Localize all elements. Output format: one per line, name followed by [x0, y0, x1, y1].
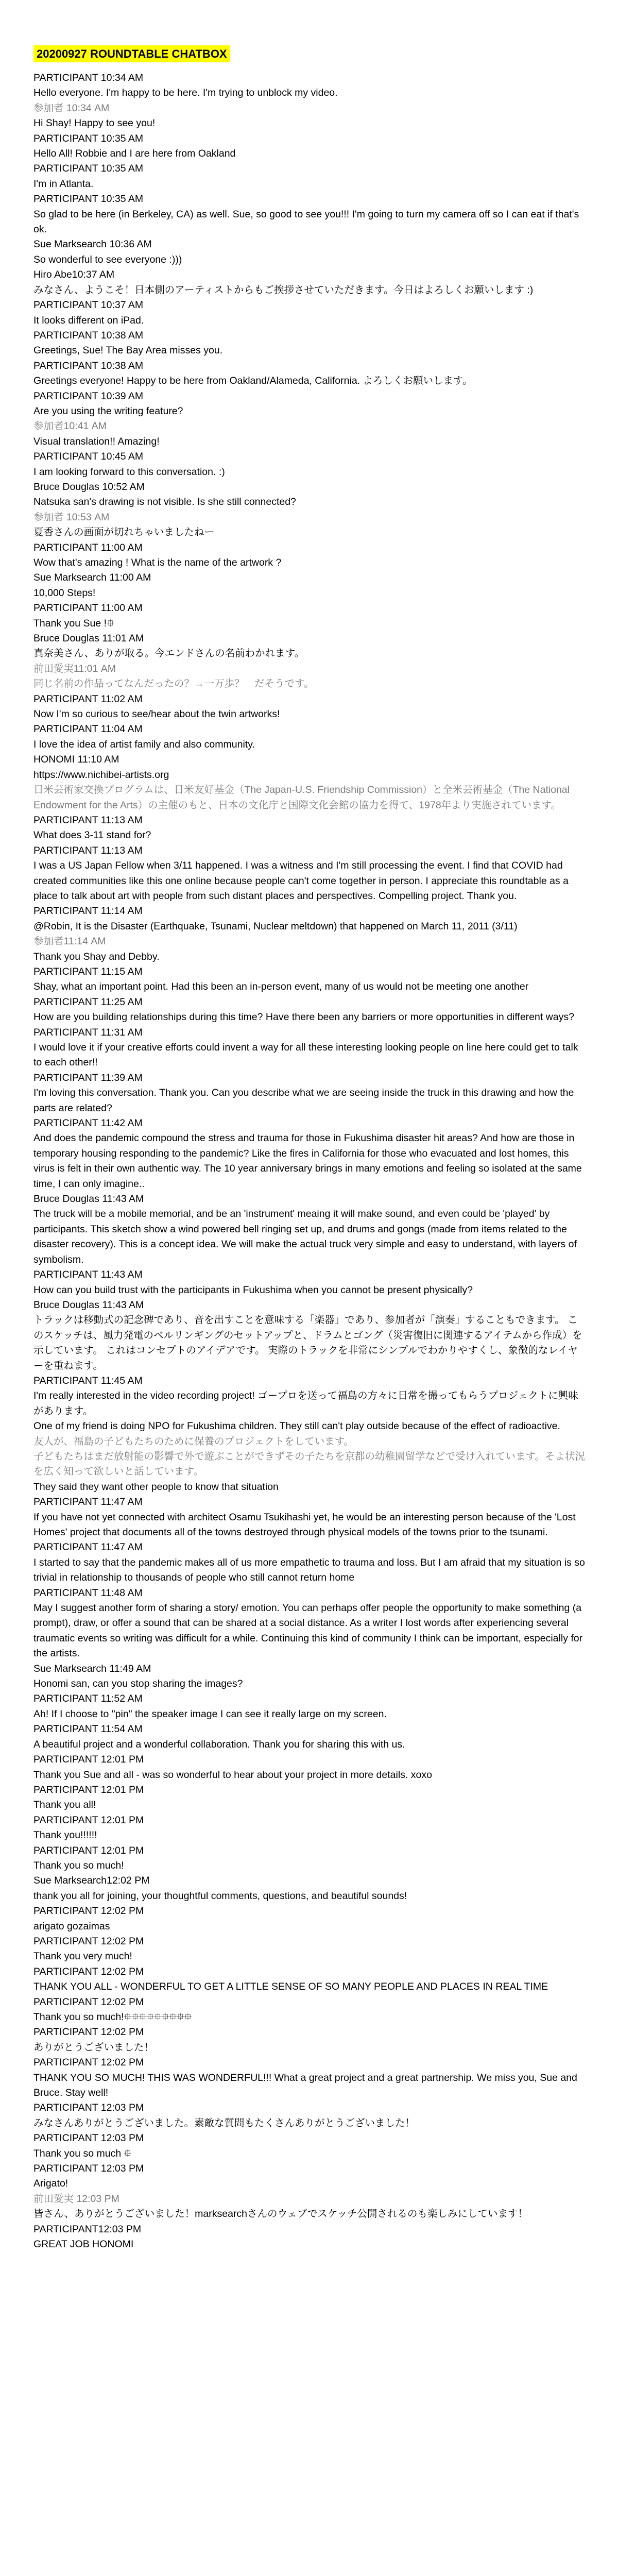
chat-message-header: Hiro Abe10:37 AM [33, 269, 115, 281]
chat-message-header: PARTICIPANT 12:02 PM [33, 1905, 144, 1917]
chat-message-header: PARTICIPANT12:03 PM [33, 2223, 142, 2235]
chat-message-text[interactable]: https://www.nichibei-artists.org [33, 769, 169, 781]
chat-message-header: PARTICIPANT 11:42 AM [33, 1117, 143, 1129]
chat-message-text: How are you building relationships during this time? Have there been any barriers or more opportunities in different ways? [33, 1011, 574, 1023]
chat-message-header: PARTICIPANT 11:02 AM [33, 693, 143, 705]
chat-message-text: Thank you very much! [33, 1951, 132, 1962]
chat-message-header: HONOMI 11:10 AM [33, 754, 119, 766]
chat-message-text: I was a US Japan Fellow when 3/11 happened. I was a witness and I'm still processing the event. I find that COVID had created communities like this one online because people can't come together in person. I appreciate this roundtable as a place to talk about art with people from such distant places and perspectives. Compelling project. Thank you. [33, 860, 569, 902]
chat-message-text: Thank you all! [33, 1799, 96, 1811]
chat-message-text: A beautiful project and a wonderful collaboration. Thank you for sharing this with us. [33, 1738, 405, 1750]
chat-message-text: And does the pandemic compound the stress and trauma for those in Fukushima disaster hit areas? And how are those in temporary housing responding to the pandemic? Like the fires in California for those who evacuated and lost homes, this virus is felt in their own authentic way. The 10 year anniversary brings in many emotions and feeling so isolated at the same time, I can only imagine.. [33, 1132, 582, 1190]
chat-message-text: So wonderful to see everyone :))) [33, 253, 182, 265]
chat-message-text: @Robin, It is the Disaster (Earthquake, Tsunami, Nuclear meltdown) that happened on March 11, 2011 (3/11) [33, 920, 518, 932]
chat-message-text: 子どもたちはまだ放射能の影響で外で遊ぶことができずその子たちを京都の幼稚園留学などで受け入れています。そよ状況を広く知って欲しいと話しています。 [33, 1450, 585, 1478]
chat-message-text: 10,000 Steps! [33, 587, 96, 599]
chat-message-header: PARTICIPANT 11:45 AM [33, 1375, 143, 1386]
chat-message-text: If you have not yet connected with architect Osamu Tsukihashi yet, he would be an interesting person because of the 'Lost Homes' project that documents all of the towns destroyed through physical models of the towns prior to the tsunami. [33, 1511, 576, 1538]
chat-message-header: PARTICIPANT 12:02 PM [33, 2026, 144, 2038]
chat-message-header: 参加者 10:53 AM [33, 511, 110, 523]
chat-message-text: Thank you so much!⯐⯐⯐⯐⯐⯐⯐⯐⯐ [33, 2011, 192, 2023]
chat-message-text: Hi Shay! Happy to see you! [33, 117, 156, 129]
chat-message-header: 参加者10:41 AM [33, 420, 107, 432]
chat-message-text: Thank you Shay and Debby. [33, 951, 160, 962]
chat-message-header: PARTICIPANT 11:15 AM [33, 965, 143, 977]
chat-message-text: Are you using the writing feature? [33, 405, 183, 417]
chat-message-text: みなさんありがとうございました。素敵な質問もたくさんありがとうございました！ [33, 2117, 416, 2129]
chat-message-text: Arigato! [33, 2178, 68, 2190]
chat-message-text: Hello All! Robbie and I are here from Oakland [33, 148, 236, 160]
chat-message-text: What does 3-11 stand for? [33, 829, 151, 841]
chat-message-header: Bruce Douglas 11:43 AM [33, 1299, 144, 1311]
chat-message-text: 皆さん、ありがとうございました！marksearchさんのウェブでスケッチ公開されるのも楽しみにしています！ [33, 2208, 528, 2220]
chat-message-header: Sue Marksearch 11:49 AM [33, 1663, 151, 1674]
chat-message-text: Shay, what an important point. Had this been an in-person event, many of us would not be meeting one another [33, 981, 529, 993]
chat-message-text: I am looking forward to this conversation. :) [33, 466, 225, 478]
chat-message-header: Bruce Douglas 11:01 AM [33, 633, 144, 645]
chat-message-header: PARTICIPANT 11:25 AM [33, 996, 143, 1008]
chat-message-header: PARTICIPANT 11:47 AM [33, 1496, 143, 1508]
chat-message-header: PARTICIPANT 10:35 AM [33, 193, 144, 205]
chat-message-text: Wow that's amazing ! What is the name of the artwork ? [33, 557, 282, 568]
chat-message-text: Visual translation!! Amazing! [33, 435, 160, 447]
chat-message-text: So glad to be here (in Berkeley, CA) as well. Sue, so good to see you!!! I'm going to turn my camera off so I can eat if that's ok. [33, 208, 579, 235]
chat-message-header: PARTICIPANT 12:03 PM [33, 2132, 144, 2144]
chat-message-text: thank you all for joining, your thoughtful comments, questions, and beautiful sounds! [33, 1890, 407, 1902]
chat-message-text: Thank you!!!!!! [33, 1829, 97, 1841]
chat-message-text: Thank you Sue !⯐ [33, 617, 114, 629]
chat-message-header: Sue Marksearch 11:00 AM [33, 572, 151, 584]
chat-message-text: 友人が、福島の子どもたちのために保養のプロジェクトをしています。 [33, 1435, 354, 1447]
chat-message-text: Thank you so much! [33, 1859, 124, 1871]
chat-message-text: arigato gozaimas [33, 1920, 110, 1932]
chat-message-text: I started to say that the pandemic makes all of us more empathetic to trauma and loss. But I am afraid that my situation is so trivial in relationship to thousands of people who still cannot return home [33, 1556, 585, 1584]
chat-message-text: The truck will be a mobile memorial, and be an 'instrument' meaing it will make sound, and even could be 'played' by participants. This sketch show a wind powered bell ringing set up, and drums and gongs (made from items related to the disaster recovery). This is a concept idea. We will make the actual truck very simple and easy to understand, with layers of symbolism. [33, 1208, 577, 1265]
chat-message-header: Bruce Douglas 11:43 AM [33, 1193, 144, 1205]
chat-message-header: PARTICIPANT 12:01 PM [33, 1844, 144, 1856]
chat-message-header: PARTICIPANT 11:31 AM [33, 1026, 143, 1038]
chat-message-text: Natsuka san's drawing is not visible. Is she still connected? [33, 496, 296, 508]
chat-message-header: 参加者 10:34 AM [33, 102, 110, 114]
chat-message-text: I love the idea of artist family and also community. [33, 738, 255, 750]
chat-message-header: PARTICIPANT 11:04 AM [33, 723, 143, 735]
chat-message-text: I'm loving this conversation. Thank you. Can you describe what we are seeing inside the truck in this drawing and how the parts are related? [33, 1087, 574, 1114]
chat-message-header: PARTICIPANT 12:02 PM [33, 1935, 144, 1947]
chat-message-text: Ah! If I choose to "pin" the speaker image I can see it really large on my screen. [33, 1708, 387, 1720]
chat-message-header: PARTICIPANT 10:37 AM [33, 299, 144, 311]
chat-message-header: Sue Marksearch12:02 PM [33, 1875, 150, 1887]
chat-message-header: 前田愛実11:01 AM [33, 663, 116, 674]
chat-message-text: I would love it if your creative efforts could invent a way for all these interesting looking people on line here could get to talk to each other!! [33, 1042, 578, 1069]
chat-message-text: Thank you so much ⯐ [33, 2147, 132, 2159]
chat-message-text: Greetings everyone! Happy to be here from Oakland/Alameda, California. よろしくお願いします。 [33, 375, 473, 387]
chat-message-text: It looks different on iPad. [33, 314, 144, 326]
chat-message-header: 前田愛実 12:03 PM [33, 2193, 119, 2205]
chat-message-text: One of my friend is doing NPO for Fukushima children. They still can't play outside because of the effect of radioactive. [33, 1420, 560, 1432]
chat-message-header: PARTICIPANT 11:39 AM [33, 1072, 143, 1083]
chat-message-text: ありがとうございました！ [33, 2041, 154, 2053]
chat-message-header: PARTICIPANT 11:43 AM [33, 1269, 143, 1281]
chat-message-text: I'm in Atlanta. [33, 178, 94, 190]
chat-message-header: PARTICIPANT 11:00 AM [33, 602, 143, 614]
chat-message-text: Honomi san, can you stop sharing the images? [33, 1678, 243, 1690]
chat-message-header: PARTICIPANT 12:01 PM [33, 1754, 144, 1766]
chat-message-text: How can you build trust with the participants in Fukushima when you cannot be present physically? [33, 1284, 473, 1296]
chat-message-header: PARTICIPANT 11:13 AM [33, 844, 143, 856]
chat-message-text: みなさん、ようこそ！日本側のアーティストからもご挨拶させていただきます。今日はよろしくお願いします :) [33, 284, 534, 296]
chat-message-header: PARTICIPANT 10:45 AM [33, 451, 144, 463]
chat-message-header: PARTICIPANT 12:01 PM [33, 1784, 144, 1795]
chat-message-text: Greetings, Sue! The Bay Area misses you. [33, 345, 223, 357]
chat-message-text: 真奈美さん、ありが取る。今エンドさんの名前わかれます。 [33, 648, 305, 659]
chat-message-header: PARTICIPANT 10:38 AM [33, 329, 144, 341]
chat-message-header: Bruce Douglas 10:52 AM [33, 481, 145, 493]
chat-message-text: They said they want other people to know that situation [33, 1481, 279, 1493]
chat-message-header: PARTICIPANT 10:34 AM [33, 72, 144, 83]
chat-message-header: PARTICIPANT 12:03 PM [33, 2102, 144, 2114]
chat-message-text: Now I'm so curious to see/hear about the twin artworks! [33, 708, 280, 720]
chat-message-text: 同じ名前の作品ってなんだったの？→一万歩？ だそうです。 [33, 678, 314, 690]
chat-message-text: THANK YOU ALL - WONDERFUL TO GET A LITTLE SENSE OF SO MANY PEOPLE AND PLACES IN REAL TIME [33, 1981, 548, 1993]
chat-message-header: PARTICIPANT 11:47 AM [33, 1541, 143, 1553]
chat-message-header: PARTICIPANT 10:35 AM [33, 163, 144, 175]
chat-message-text: Hello everyone. I'm happy to be here. I'm trying to unblock my video. [33, 87, 338, 99]
chat-message-header: PARTICIPANT 11:14 AM [33, 905, 143, 917]
chat-message-header: PARTICIPANT 10:39 AM [33, 390, 144, 402]
chat-message-text: Thank you Sue and all - was so wonderful to hear about your project in more details. xoxo [33, 1769, 432, 1781]
chat-message-header: PARTICIPANT 12:02 PM [33, 2057, 144, 2069]
chat-log [33, 71, 587, 2252]
chat-message-text: THANK YOU SO MUCH! THIS WAS WONDERFUL!!! What a great project and a great partnership. We miss you, Sue and Bruce. Stay well! [33, 2072, 577, 2099]
chat-message-header: PARTICIPANT 10:38 AM [33, 360, 144, 371]
chat-message-header: PARTICIPANT 12:03 PM [33, 2163, 144, 2175]
chat-message-header: PARTICIPANT 11:52 AM [33, 1693, 143, 1705]
chat-message-text: トラックは移動式の記念碑であり、音を出すことを意味する「楽器」であり、参加者が「演奏」することもできます。 このスケッチは、風力発電のベルリンギングのセットアップと、ドラムとゴング（災害復旧に関連するアイテムから作成）を示しています。 これはコンセプトのアイデアです。 実際のトラックを非常にシンプルでわかりやすくし、象徴的なレイヤーを重ねます。 [33, 1314, 582, 1371]
chat-message-header: PARTICIPANT 12:01 PM [33, 1814, 144, 1826]
chat-message-header: PARTICIPANT 10:35 AM [33, 132, 144, 144]
document-title: 20200927 ROUNDTABLE CHATBOX [33, 45, 230, 62]
chat-message-text: GREAT JOB HONOMI [33, 2239, 134, 2250]
chat-message-header: PARTICIPANT 12:02 PM [33, 1965, 144, 1977]
chat-message-header: PARTICIPANT 11:48 AM [33, 1587, 143, 1599]
chat-message-header: PARTICIPANT 11:00 AM [33, 541, 143, 553]
chat-message-header: Sue Marksearch 10:36 AM [33, 239, 152, 250]
chat-message-header: 参加者11:14 AM [33, 936, 106, 947]
chat-message-header: PARTICIPANT 12:02 PM [33, 1996, 144, 2008]
chat-message-text: May I suggest another form of sharing a story/ emotion. You can perhaps offer people the opportunity to make something (a prompt), draw, or offer a sound that can be shared at a social distance. As a writer I lost words after experiencing several traumatic events so writing was difficult for a while. Continuing this kind of community I think can be important, especially for the artists. [33, 1602, 583, 1659]
chat-message-header: PARTICIPANT 11:13 AM [33, 814, 143, 826]
chat-message-text: I'm really interested in the video recording project! ゴープロを送って福島の方々に日常を撮ってもらうプロジェクトに興味があります。 [33, 1390, 578, 1417]
chat-message-text: 日米芸術家交換プログラムは、日米友好基金（The Japan-U.S. Friendship Commission）と全米芸術基金（The National Endowment for the Arts）の主催のもと、日本の文化庁と国際文化会館の協力を得て、1978年より実施されています。 [33, 784, 570, 811]
chat-message-text: 夏香さんの画面が切れちゃいましたねー [33, 527, 215, 538]
chat-message-header: PARTICIPANT 11:54 AM [33, 1723, 143, 1735]
